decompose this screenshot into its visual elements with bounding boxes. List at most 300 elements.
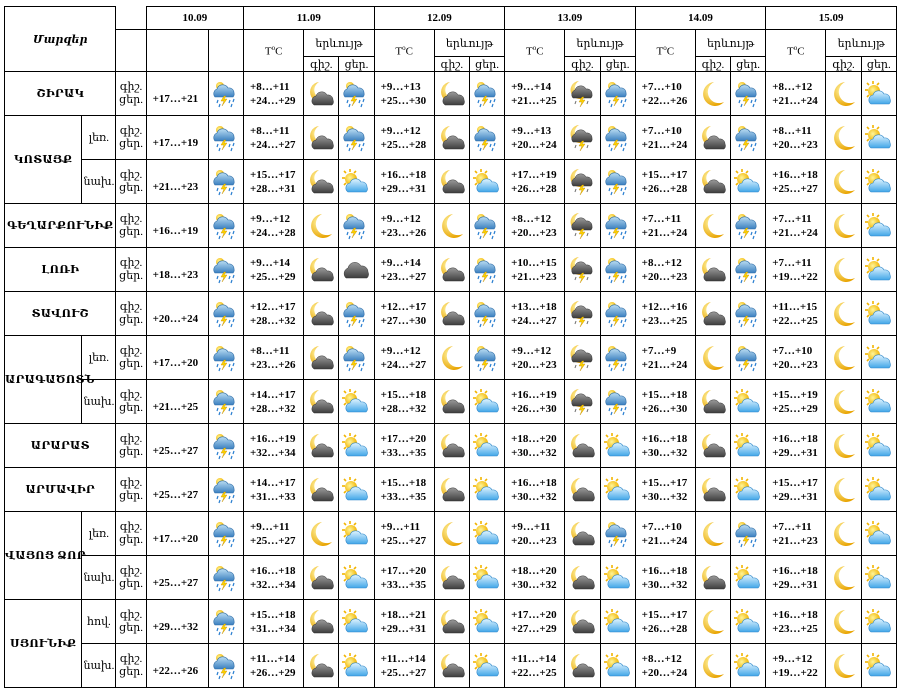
table-row <box>5 644 897 688</box>
day-temp: +21…+23 <box>772 534 818 547</box>
temperature-day-4 <box>505 204 565 248</box>
zone-label: նախ. <box>82 556 116 600</box>
temperature-day-2 <box>244 556 304 600</box>
day-temp: +21…+24 <box>641 226 688 239</box>
temperature-day-3 <box>374 204 434 248</box>
phenomenon-night <box>565 160 600 204</box>
temperature-day-5 <box>635 556 695 600</box>
moon-cloud-icon <box>698 300 728 328</box>
moon-icon <box>698 344 728 372</box>
moon-cloud-icon <box>437 388 467 416</box>
temperature-day-2 <box>244 380 304 424</box>
phenomenon-day <box>861 424 896 468</box>
phenomenon-night <box>695 336 730 380</box>
night-day-label <box>116 556 146 600</box>
temperature-day-5 <box>635 248 695 292</box>
phenomenon-day <box>731 204 766 248</box>
phenomenon-day-1 <box>208 644 243 688</box>
phenomenon-night <box>826 644 861 688</box>
phenomenon-night <box>695 468 730 512</box>
phenomenon-night <box>434 556 469 600</box>
temperature-day-3 <box>374 248 434 292</box>
date-day-1: 10.09 <box>146 7 243 30</box>
temp-unit: C <box>275 45 283 58</box>
day-temp: +24…+29 <box>250 94 296 107</box>
night-temp: +17…+20 <box>511 608 557 621</box>
night-temp: +12…+17 <box>250 300 296 313</box>
phenomenon-night <box>565 248 600 292</box>
phenomenon-day <box>600 424 635 468</box>
table-row <box>5 336 897 380</box>
day-temp: +24…+27 <box>511 314 557 327</box>
thunderstorm-cloud-icon <box>472 256 502 284</box>
thunderstorm-cloud-icon <box>733 520 763 548</box>
day-label: ցեր. <box>119 93 143 106</box>
phenomenon-day <box>339 248 374 292</box>
sun-cloud-icon <box>341 476 371 504</box>
day-temp: +29…+31 <box>772 490 818 503</box>
phenomenon-day <box>469 116 504 160</box>
night-label: գիշ. <box>119 652 143 665</box>
night-header: գիշ. <box>695 57 730 72</box>
day-temp: +29…+31 <box>380 622 427 635</box>
night-day-label <box>116 248 146 292</box>
night-temp: +15…+19 <box>772 388 818 401</box>
phenomenon-day <box>861 292 896 336</box>
night-temp: +8…+11 <box>250 344 290 357</box>
day-temp: +25…+29 <box>250 270 296 283</box>
night-temp: +18…+21 <box>380 608 427 621</box>
phenomenon-day <box>469 556 504 600</box>
phenomenon-day-1 <box>208 336 243 380</box>
day-temp: +24…+27 <box>380 358 427 371</box>
thunderstorm-cloud-icon <box>211 388 241 416</box>
phenomenon-day <box>339 160 374 204</box>
night-temp: +16…+18 <box>772 608 818 621</box>
day-temp: +30…+32 <box>641 578 688 591</box>
temperature-day-3 <box>374 556 434 600</box>
night-temp: +9…+14 <box>380 256 421 269</box>
temperature-day-5 <box>635 380 695 424</box>
sun-cloud-icon <box>341 608 371 636</box>
day-temp: +20…+24 <box>511 138 557 151</box>
phenomenon-night <box>695 160 730 204</box>
temperature-day-1: +22…+26 <box>146 644 208 688</box>
moon-icon <box>829 432 859 460</box>
moon-cloud-icon <box>306 432 336 460</box>
night-label: գիշ. <box>119 124 143 137</box>
phenomenon-night <box>565 380 600 424</box>
night-temp: +9…+11 <box>250 520 290 533</box>
night-temp: +9…+14 <box>511 80 552 93</box>
phenomenon-night <box>304 116 339 160</box>
phenomenon-day <box>600 336 635 380</box>
phenomenon-night <box>565 600 600 644</box>
phenomenon-night <box>434 72 469 116</box>
thunderstorm-cloud-icon <box>211 168 241 196</box>
night-day-label <box>116 644 146 688</box>
thunderstorm-cloud-icon <box>603 124 633 152</box>
moon-icon <box>437 212 467 240</box>
moon-cloud-icon <box>567 564 597 592</box>
temp-header: $T^oC$ <box>766 30 826 72</box>
phenomenon-day <box>731 336 766 380</box>
thunderstorm-cloud-icon <box>733 256 763 284</box>
phenomenon-night <box>565 644 600 688</box>
temp-label: T <box>395 45 403 58</box>
phenomenon-night <box>695 644 730 688</box>
phenomenon-night <box>826 292 861 336</box>
temperature-day-1: +17…+20 <box>146 336 208 380</box>
moon-cloud-icon <box>437 476 467 504</box>
temperature-day-4 <box>505 336 565 380</box>
temperature-day-4 <box>505 424 565 468</box>
day-label: ցեր. <box>119 489 143 502</box>
phenomenon-night <box>304 380 339 424</box>
phenomenon-day <box>731 644 766 688</box>
temperature-day-6 <box>766 380 826 424</box>
thunderstorm-cloud-icon <box>603 80 633 108</box>
phenomenon-night <box>826 468 861 512</box>
night-temp: +9…+13 <box>380 80 421 93</box>
day-temp: +25…+29 <box>772 402 818 415</box>
day-header: ցեր. <box>469 57 504 72</box>
night-temp: +9…+12 <box>511 344 552 357</box>
night-temp: +7…+10 <box>772 344 813 357</box>
phenomenon-night <box>434 380 469 424</box>
temperature-day-2 <box>244 468 304 512</box>
moon-thunderstorm-icon <box>567 80 597 108</box>
sun-cloud-icon <box>733 608 763 636</box>
regions-header: Մարզեր <box>5 7 116 72</box>
moon-icon <box>829 300 859 328</box>
day-temp: +28…+31 <box>250 182 296 195</box>
sun-cloud-icon <box>472 608 502 636</box>
temperature-day-6 <box>766 468 826 512</box>
table-row <box>5 468 897 512</box>
phenomenon-day <box>339 556 374 600</box>
thunderstorm-cloud-icon <box>211 564 241 592</box>
day-temp: +20…+23 <box>511 534 557 547</box>
phenomenon-night <box>826 336 861 380</box>
phenomenon-day <box>861 160 896 204</box>
moon-cloud-icon <box>306 300 336 328</box>
day-temp: +33…+35 <box>380 490 427 503</box>
moon-cloud-icon <box>437 564 467 592</box>
sun-cloud-icon <box>341 564 371 592</box>
day-temp: +20…+23 <box>772 138 818 151</box>
region-name: ԼՈՌԻ <box>5 248 116 292</box>
phenomenon-day <box>861 512 896 556</box>
phenomenon-day <box>600 512 635 556</box>
table-row <box>5 116 897 160</box>
night-label: գիշ. <box>119 344 143 357</box>
temp-label: T <box>656 45 664 58</box>
phenomenon-day-1 <box>208 468 243 512</box>
night-temp: +8…+12 <box>641 652 682 665</box>
moon-thunderstorm-icon <box>567 300 597 328</box>
moon-icon <box>829 388 859 416</box>
day-temp: +28…+32 <box>380 402 427 415</box>
moon-cloud-icon <box>437 256 467 284</box>
night-temp: +9…+12 <box>772 652 813 665</box>
moon-cloud-icon <box>437 80 467 108</box>
sun-cloud-icon <box>864 476 894 504</box>
day-temp: +24…+27 <box>250 138 296 151</box>
moon-icon <box>829 212 859 240</box>
temperature-day-1: +21…+25 <box>146 380 208 424</box>
phenomenon-day <box>469 644 504 688</box>
phenomenon-night <box>304 512 339 556</box>
temperature-day-6 <box>766 424 826 468</box>
sun-cloud-icon <box>603 476 633 504</box>
phenomenon-day <box>469 600 504 644</box>
phenomenon-day <box>861 204 896 248</box>
night-temp: +11…+14 <box>250 652 295 665</box>
day-header: ցեր. <box>600 57 635 72</box>
phenomenon-day <box>600 468 635 512</box>
temperature-day-3 <box>374 644 434 688</box>
moon-cloud-icon <box>437 124 467 152</box>
phenomenon-day <box>731 248 766 292</box>
night-label: գիշ. <box>119 300 143 313</box>
temperature-day-1: +25…+27 <box>146 424 208 468</box>
day-label: ցեր. <box>119 401 143 414</box>
sun-cloud-icon <box>864 168 894 196</box>
temperature-day-4 <box>505 600 565 644</box>
table-row <box>5 160 897 204</box>
thunderstorm-cloud-icon <box>341 212 371 240</box>
phenomenon-day <box>861 380 896 424</box>
phenomenon-day-1 <box>208 380 243 424</box>
night-day-label <box>116 424 146 468</box>
zone-label: լեռ. <box>82 116 116 160</box>
sun-cloud-icon <box>472 168 502 196</box>
phenomenon-day <box>861 72 896 116</box>
day-temp: +25…+27 <box>380 534 427 547</box>
day-temp: +26…+28 <box>641 622 688 635</box>
phenomenon-day <box>339 292 374 336</box>
phenomenon-day <box>469 380 504 424</box>
thunderstorm-cloud-icon <box>211 652 241 680</box>
temperature-day-6 <box>766 512 826 556</box>
phenomenon-day <box>469 292 504 336</box>
night-temp: +9…+13 <box>511 124 552 137</box>
temp-label: T <box>525 45 533 58</box>
thunderstorm-cloud-icon <box>211 432 241 460</box>
day-label: ցեր. <box>119 313 143 326</box>
phenomenon-day-1 <box>208 204 243 248</box>
temperature-day-3 <box>374 424 434 468</box>
thunderstorm-cloud-icon <box>211 608 241 636</box>
moon-icon <box>829 652 859 680</box>
phenomenon-day <box>469 248 504 292</box>
phenomenon-day-1 <box>208 116 243 160</box>
day-header: ցեր. <box>861 57 896 72</box>
day-temp: +29…+31 <box>380 182 427 195</box>
thunderstorm-cloud-icon <box>211 520 241 548</box>
sun-cloud-icon <box>864 432 894 460</box>
temperature-day-3 <box>374 160 434 204</box>
sun-cloud-icon <box>733 652 763 680</box>
temperature-day-1: +25…+27 <box>146 556 208 600</box>
temperature-day-2 <box>244 204 304 248</box>
phenomenon-night <box>695 512 730 556</box>
phenomenon-night <box>826 72 861 116</box>
phenomenon-night <box>304 600 339 644</box>
moon-icon <box>698 608 728 636</box>
night-header: գիշ. <box>434 57 469 72</box>
phenomenon-day-1 <box>208 160 243 204</box>
sun-cloud-icon <box>472 520 502 548</box>
phenomenon-day <box>731 160 766 204</box>
phenomenon-night <box>304 336 339 380</box>
night-label: գիշ. <box>119 168 143 181</box>
moon-cloud-icon <box>698 256 728 284</box>
night-day-label <box>116 336 146 380</box>
night-temp: +9…+11 <box>511 520 551 533</box>
night-temp: +7…+11 <box>772 212 812 225</box>
phenomenon-header: երևույթ <box>304 30 374 57</box>
header-spacer <box>116 7 146 30</box>
moon-thunderstorm-icon <box>567 256 597 284</box>
night-day-label <box>116 116 146 160</box>
day-temp: +20…+23 <box>772 358 818 371</box>
temperature-day-5 <box>635 292 695 336</box>
date-day-6: 15.09 <box>766 7 897 30</box>
sun-cloud-icon <box>472 388 502 416</box>
sun-cloud-icon <box>733 564 763 592</box>
day-label: ցեր. <box>119 577 143 590</box>
day-temp: +25…+30 <box>380 94 427 107</box>
day-temp: +29…+31 <box>772 578 818 591</box>
temperature-day-3 <box>374 468 434 512</box>
phenomenon-day <box>731 468 766 512</box>
night-day-label <box>116 600 146 644</box>
phenomenon-night <box>565 424 600 468</box>
sun-cloud-icon <box>733 388 763 416</box>
temperature-day-4 <box>505 644 565 688</box>
day-temp: +30…+32 <box>641 490 688 503</box>
sun-cloud-icon <box>864 124 894 152</box>
phenomenon-day <box>600 600 635 644</box>
table-row <box>5 512 897 556</box>
night-day-label <box>116 204 146 248</box>
phenomenon-day <box>600 116 635 160</box>
night-day-label <box>116 468 146 512</box>
phenomenon-night <box>304 204 339 248</box>
moon-cloud-icon <box>437 300 467 328</box>
thunderstorm-cloud-icon <box>733 300 763 328</box>
night-temp: +15…+17 <box>772 476 818 489</box>
header-spacer <box>208 30 243 72</box>
phenomenon-day <box>861 600 896 644</box>
night-temp: +15…+18 <box>380 388 427 401</box>
thunderstorm-cloud-icon <box>472 212 502 240</box>
day-temp: +25…+27 <box>250 534 296 547</box>
temperature-day-1: +18…+23 <box>146 248 208 292</box>
temperature-day-6 <box>766 160 826 204</box>
temperature-day-3 <box>374 600 434 644</box>
day-temp: +30…+32 <box>511 578 557 591</box>
day-temp: +22…+25 <box>511 666 557 679</box>
phenomenon-day <box>731 72 766 116</box>
phenomenon-night <box>565 336 600 380</box>
night-label: գիշ. <box>119 520 143 533</box>
region-name: ԱՐԱՐԱՏ <box>5 424 116 468</box>
phenomenon-night <box>826 380 861 424</box>
phenomenon-night <box>826 600 861 644</box>
phenomenon-night <box>695 292 730 336</box>
moon-thunderstorm-icon <box>567 388 597 416</box>
sun-cloud-icon <box>864 564 894 592</box>
table-row <box>5 556 897 600</box>
phenomenon-night <box>304 72 339 116</box>
moon-thunderstorm-icon <box>567 124 597 152</box>
phenomenon-day <box>731 600 766 644</box>
night-temp: +9…+11 <box>380 520 421 533</box>
temperature-day-3 <box>374 336 434 380</box>
thunderstorm-cloud-icon <box>603 256 633 284</box>
thunderstorm-cloud-icon <box>211 212 241 240</box>
day-temp: +26…+28 <box>511 182 557 195</box>
night-temp: +11…+14 <box>511 652 557 665</box>
sun-cloud-icon <box>472 476 502 504</box>
sun-cloud-icon <box>864 344 894 372</box>
day-temp: +23…+26 <box>250 358 296 371</box>
date-day-5: 14.09 <box>635 7 766 30</box>
phenomenon-night <box>826 556 861 600</box>
day-label: ցեր. <box>119 665 143 678</box>
moon-cloud-icon <box>306 124 336 152</box>
region-name: ԿՈՏԱՅՔ <box>5 116 82 204</box>
temperature-day-1: +29…+32 <box>146 600 208 644</box>
day-temp: +21…+24 <box>641 138 688 151</box>
phenomenon-day <box>861 556 896 600</box>
phenomenon-day <box>600 248 635 292</box>
night-temp: +7…+10 <box>641 80 682 93</box>
day-label: ցեր. <box>119 225 143 238</box>
day-temp: +22…+25 <box>772 314 818 327</box>
phenomenon-day <box>339 204 374 248</box>
header-spacer <box>146 30 208 72</box>
temperature-day-6 <box>766 600 826 644</box>
day-header: ցեր. <box>731 57 766 72</box>
day-temp: +24…+28 <box>250 226 296 239</box>
sun-cloud-icon <box>733 168 763 196</box>
phenomenon-night <box>826 160 861 204</box>
night-temp: +9…+12 <box>250 212 291 225</box>
day-temp: +21…+24 <box>641 534 688 547</box>
night-label: գիշ. <box>119 212 143 225</box>
phenomenon-day <box>339 512 374 556</box>
day-temp: +25…+28 <box>380 138 427 151</box>
phenomenon-header: երևույթ <box>565 30 635 57</box>
zone-label: հով. <box>82 600 116 644</box>
sun-cloud-icon <box>341 432 371 460</box>
night-temp: +13…+18 <box>511 300 557 313</box>
day-label: ցեր. <box>119 137 143 150</box>
night-label: գիշ. <box>119 564 143 577</box>
night-temp: +17…+20 <box>380 432 427 445</box>
temp-label: T <box>787 45 794 58</box>
day-temp: +27…+30 <box>380 314 427 327</box>
night-day-label <box>116 160 146 204</box>
night-temp: +16…+18 <box>772 564 818 577</box>
temp-unit: C <box>405 45 413 58</box>
night-temp: +7…+10 <box>641 124 682 137</box>
day-label: ցեր. <box>119 445 143 458</box>
